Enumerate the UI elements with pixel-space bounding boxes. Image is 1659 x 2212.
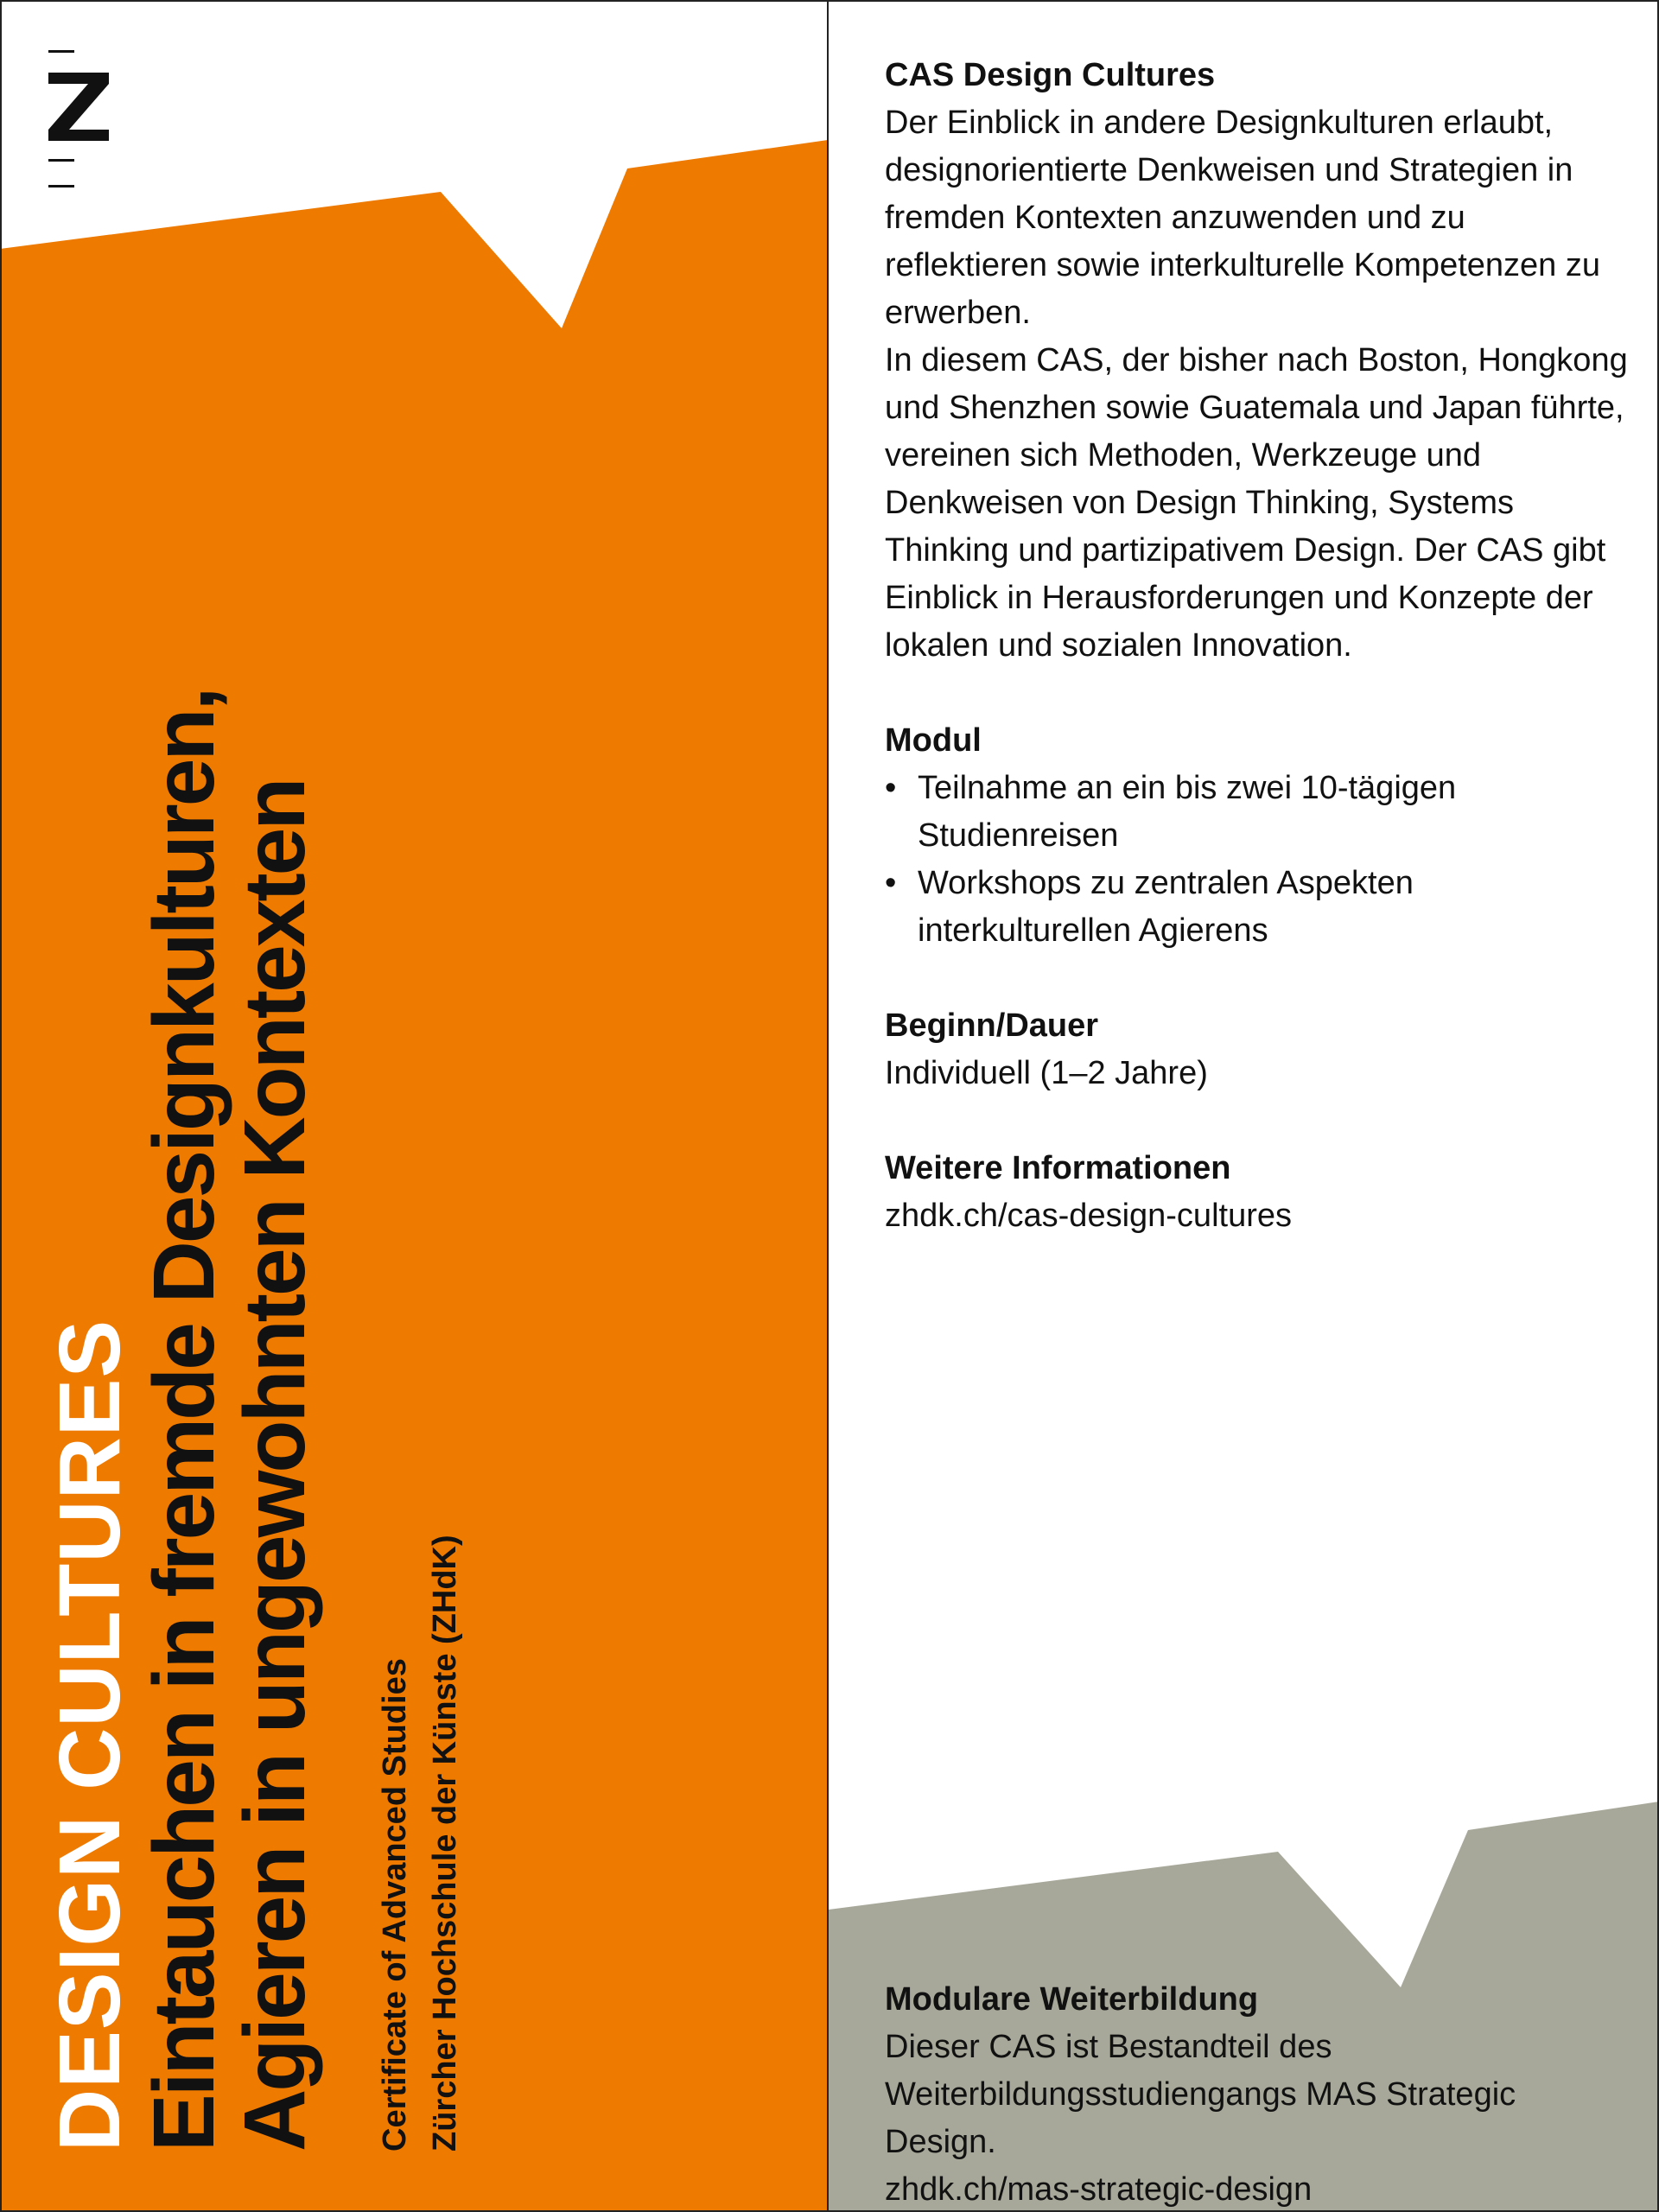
intro-paragraph-1: Der Einblick in andere Designkulturen erlaubt, designorientierte Denkweisen und Strategien in fremden Kontexten anzuwenden und zu reflektieren sowie interkulturelle Kompetenzen zu erwerben.: [885, 105, 1600, 331]
beginn-heading: Beginn/Dauer: [885, 1007, 1099, 1044]
intro-section: [885, 52, 1628, 670]
modul-heading: Modul: [885, 722, 982, 759]
subtitle-line-2: Agieren in ungewohnten Kontexten: [226, 779, 323, 2152]
intro-paragraph-2: In diesem CAS, der bisher nach Boston, Hongkong und Shenzhen sowie Guatemala und Japan führte, vereinen sich Methoden, Werkzeuge und Denkweisen von Design Thinking, Systems Thinking und partizipativem Design. Der CAS gibt Einblick in Herausforderungen und Konzepte der lokalen und sozialen Innovation.: [885, 342, 1628, 664]
beginn-text: Individuell (1–2 Jahre): [885, 1055, 1208, 1091]
center-divider: [827, 0, 829, 2212]
subtitle-line-1: Eintauchen in fremde Designkulturen,: [136, 689, 232, 2152]
footer-text: Dieser CAS ist Bestandteil des Weiterbildungsstudiengangs MAS Strategic Design.: [885, 2029, 1516, 2160]
list-item: • Workshops zu zentralen Aspekten interkulturellen Agierens: [885, 860, 1628, 955]
modul-list: [885, 765, 1628, 955]
certificate-label: Certificate of Advanced Studies: [377, 1658, 413, 2152]
main-title: DESIGN CULTURES: [41, 1319, 138, 2152]
left-panel: [0, 0, 828, 2212]
footer-heading: Modulare Weiterbildung: [885, 1981, 1259, 2018]
main-content: [885, 52, 1628, 1287]
institution-name: Zürcher Hochschule der Künste (ZHdK): [427, 1535, 463, 2152]
right-panel: [829, 0, 1659, 2212]
footer-section: [885, 1976, 1628, 2212]
beginn-section: [885, 1002, 1628, 1097]
footer-link[interactable]: zhdk.ch/mas-strategic-design: [885, 2171, 1313, 2208]
intro-heading: CAS Design Cultures: [885, 57, 1216, 93]
modul-section: [885, 717, 1628, 955]
info-heading: Weitere Informationen: [885, 1150, 1231, 1186]
vertical-title-block: [41, 337, 474, 2152]
info-section: [885, 1145, 1628, 1240]
list-item: • Teilnahme an ein bis zwei 10-tägigen Studienreisen: [885, 765, 1628, 860]
zhdk-z-logo-icon: [48, 50, 112, 188]
info-link[interactable]: zhdk.ch/cas-design-cultures: [885, 1198, 1292, 1234]
